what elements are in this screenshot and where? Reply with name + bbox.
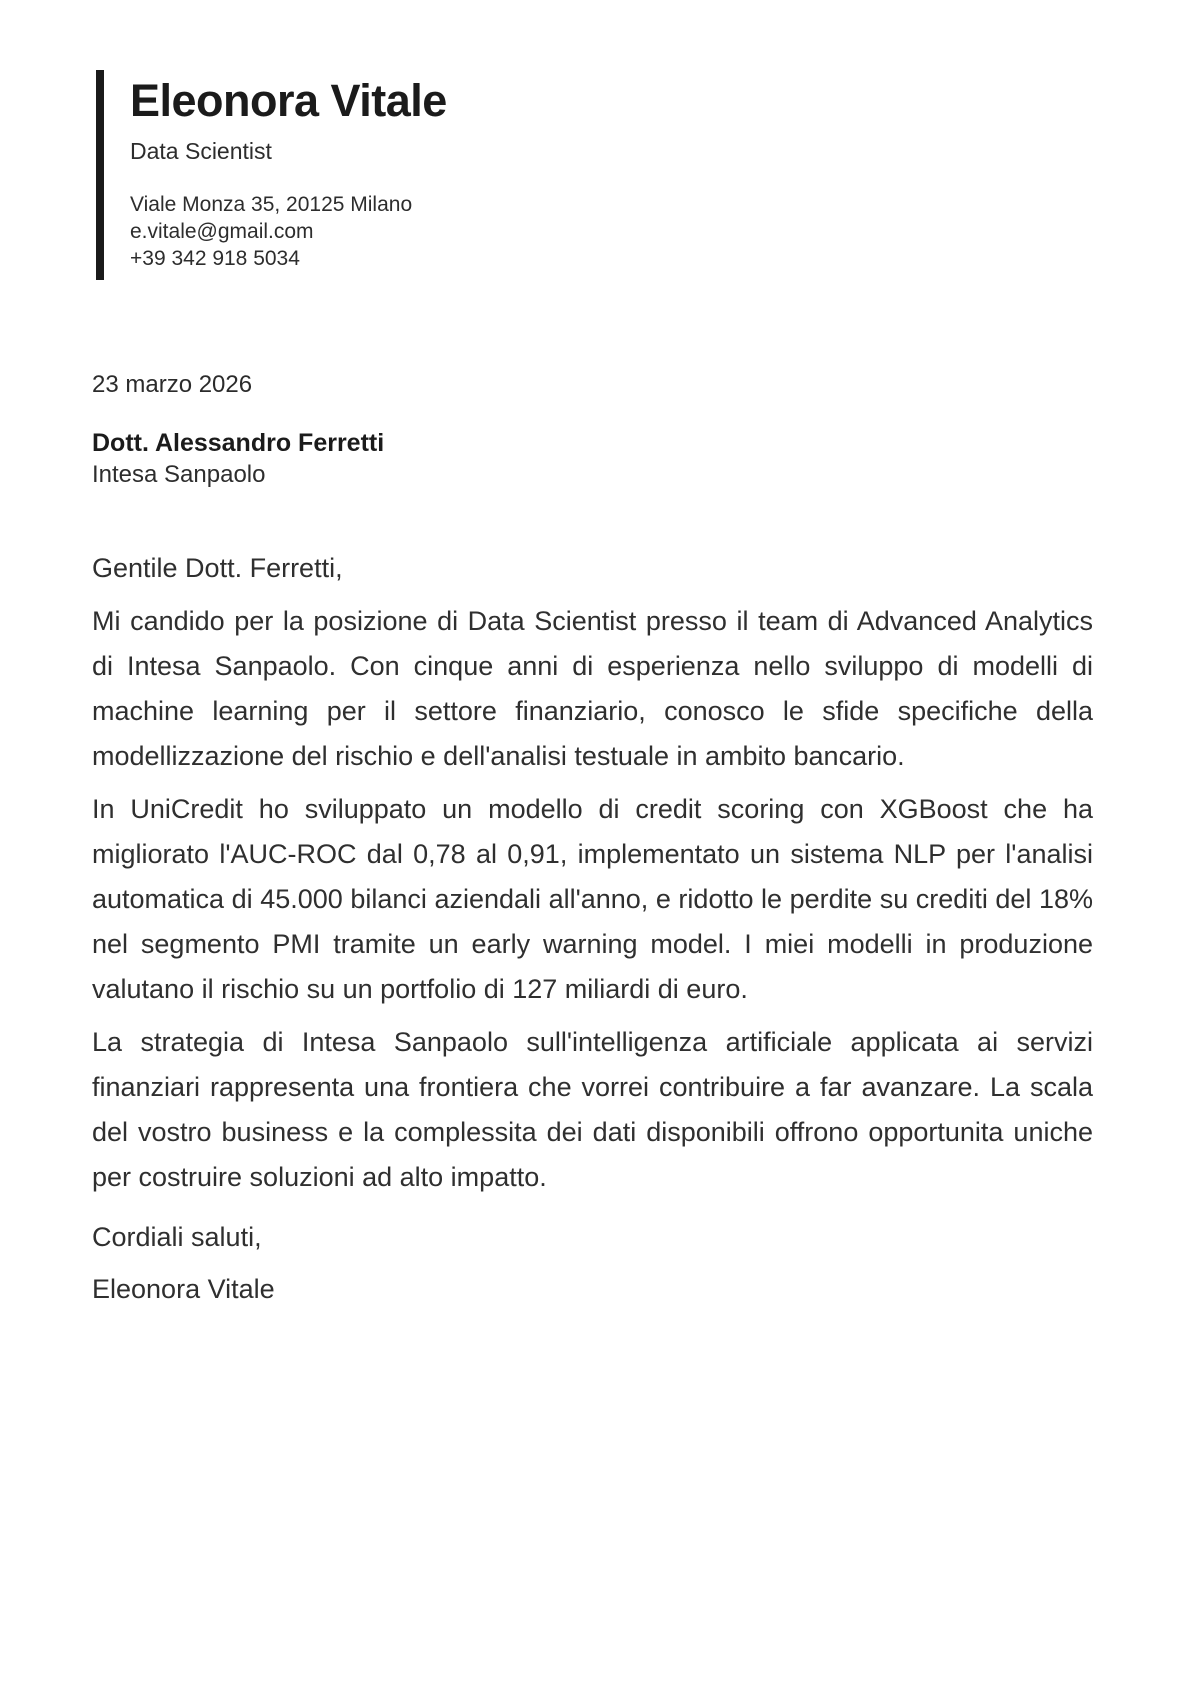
body-paragraph-3: La strategia di Intesa Sanpaolo sull'intelligenza artificiale applicata ai servizi finanziari rappresenta una frontiera che vorrei contribuire a far avanzare. La scala del vostro business e la complessita dei dati disponibili offrono opportunita uniche per costruire soluzioni ad alto impatto.: [92, 1027, 1093, 1192]
recipient-block: [92, 427, 1093, 490]
closing-line: Cordiali saluti,: [92, 1222, 262, 1252]
applicant-job-title: Data Scientist: [130, 138, 272, 164]
letterhead: [96, 70, 1093, 280]
address-line: Viale Monza 35, 20125 Milano: [130, 193, 413, 216]
signature-name: Eleonora Vitale: [92, 1274, 275, 1304]
applicant-name: Eleonora Vitale: [130, 75, 447, 126]
recipient-company: Intesa Sanpaolo: [92, 461, 266, 488]
greeting-line: Gentile Dott. Ferretti,: [92, 553, 343, 583]
email-line: e.vitale@gmail.com: [130, 220, 314, 243]
body-paragraph-1: Mi candido per la posizione di Data Scientist presso il team di Advanced Analytics di Intesa Sanpaolo. Con cinque anni di esperienza nello sviluppo di modelli di machine learning per il settore finanziario, conosco le sfide specifiche della modellizzazione del rischio e dell'analisi testuale in ambito bancario.: [92, 606, 1093, 771]
body-paragraph-2: In UniCredit ho sviluppato un modello di credit scoring con XGBoost che ha migliorato l'AUC-ROC dal 0,78 al 0,91, implementato un sistema NLP per l'analisi automatica di 45.000 bilanci aziendali all'anno, e ridotto le perdite su crediti del 18% nel segmento PMI tramite un early warning model. I miei modelli in produzione valutano il rischio su un portfolio di 127 miliardi di euro.: [92, 794, 1093, 1004]
recipient-name: Dott. Alessandro Ferretti: [92, 429, 385, 457]
phone-line: +39 342 918 5034: [130, 247, 300, 270]
contact-info: [130, 191, 1093, 272]
letter-date: 23 marzo 2026: [92, 371, 253, 398]
